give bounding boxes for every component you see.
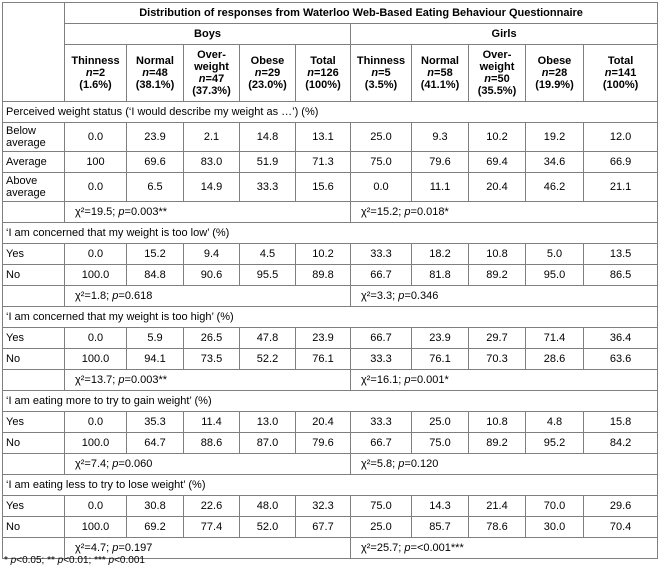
table-cell: 83.0: [184, 152, 240, 173]
stat-spacer: [3, 202, 65, 223]
table-cell: 10.8: [469, 244, 526, 265]
table-cell: 94.1: [127, 349, 184, 370]
column-n: =58: [434, 67, 453, 79]
column-name: Over-: [482, 49, 512, 61]
table-cell: 0.0: [65, 123, 127, 152]
table-cell: 33.3: [351, 412, 412, 433]
row-label: No: [3, 265, 65, 286]
column-pct: (100%): [305, 79, 341, 91]
column-header-6: Normal n=58 (41.1%): [412, 45, 469, 102]
table-cell: 46.2: [526, 173, 584, 202]
table-cell: 100.0: [65, 517, 127, 538]
table-cell: 71.4: [526, 328, 584, 349]
table-cell: 70.4: [584, 517, 658, 538]
column-name: Total: [310, 55, 336, 67]
column-pct: (1.6%): [79, 79, 112, 91]
table-cell: 13.5: [584, 244, 658, 265]
table-cell: 71.3: [296, 152, 351, 173]
column-name: Over-: [197, 49, 226, 61]
table-cell: 26.5: [184, 328, 240, 349]
chi-square-stat: χ²=5.8; p=0.120: [351, 454, 658, 475]
column-header-8: Obese n=28 (19.9%): [526, 45, 584, 102]
column-pct: (35.5%): [477, 85, 517, 97]
table-cell: 0.0: [65, 173, 127, 202]
stat-spacer: [3, 286, 65, 307]
column-name: Obese: [537, 55, 572, 67]
chi-square-stat: χ²=3.3; p=0.346: [351, 286, 658, 307]
table-title: Distribution of responses from Waterloo Web-Based Eating Behaviour Questionnaire: [65, 3, 658, 24]
response-distribution-table: [2, 2, 658, 559]
table-cell: 95.2: [526, 433, 584, 454]
column-n: =2: [92, 67, 106, 79]
row-label: Yes: [3, 412, 65, 433]
table-cell: 75.0: [412, 433, 469, 454]
column-pct: (100%): [602, 79, 639, 91]
table-cell: 89.8: [296, 265, 351, 286]
column-header-1: Normal n=48 (38.1%): [127, 45, 184, 102]
chi-square-stat: χ²=19.5; p=0.003**: [65, 202, 351, 223]
stat-spacer: [3, 454, 65, 475]
table-row: [3, 496, 658, 517]
column-name: weight: [194, 61, 229, 73]
table-cell: 13.0: [240, 412, 296, 433]
section-title: ‘I am concerned that my weight is too high’ (%): [3, 307, 658, 328]
group-header-girls: Girls: [351, 24, 658, 45]
table-cell: 73.5: [184, 349, 240, 370]
table-cell: 13.1: [296, 123, 351, 152]
table-cell: 2.1: [184, 123, 240, 152]
table-cell: 18.2: [412, 244, 469, 265]
row-label: No: [3, 433, 65, 454]
table-cell: 66.9: [584, 152, 658, 173]
table-cell: 9.4: [184, 244, 240, 265]
table-cell: 33.3: [240, 173, 296, 202]
row-label: Below average: [3, 123, 65, 152]
table-cell: 86.5: [584, 265, 658, 286]
table-cell: 5.0: [526, 244, 584, 265]
table-cell: 88.6: [184, 433, 240, 454]
table-cell: 20.4: [296, 412, 351, 433]
row-label: Yes: [3, 496, 65, 517]
column-pct: (37.3%): [192, 85, 231, 97]
column-name: Thinness: [356, 55, 406, 67]
table-cell: 4.8: [526, 412, 584, 433]
column-header-7: Over- weight n=50 (35.5%): [469, 45, 526, 102]
table-cell: 52.2: [240, 349, 296, 370]
table-cell: 0.0: [65, 244, 127, 265]
table-cell: 19.2: [526, 123, 584, 152]
table-cell: 63.6: [584, 349, 658, 370]
table-cell: 23.9: [412, 328, 469, 349]
table-cell: 20.4: [469, 173, 526, 202]
chi-square-stat: χ²=16.1; p=0.001*: [351, 370, 658, 391]
column-n: =141: [611, 67, 637, 79]
table-cell: 25.0: [351, 123, 412, 152]
column-name: Normal: [421, 55, 459, 67]
table-row: [3, 328, 658, 349]
table-cell: 47.8: [240, 328, 296, 349]
table-cell: 23.9: [127, 123, 184, 152]
table-cell: 0.0: [65, 328, 127, 349]
table-row: [3, 517, 658, 538]
table-cell: 79.6: [296, 433, 351, 454]
corner-cell: [3, 3, 65, 102]
table-cell: 21.4: [469, 496, 526, 517]
table-cell: 33.3: [351, 244, 412, 265]
column-pct: (41.1%): [420, 79, 460, 91]
table-cell: 15.8: [584, 412, 658, 433]
table-cell: 87.0: [240, 433, 296, 454]
table-row: [3, 412, 658, 433]
table-cell: 79.6: [412, 152, 469, 173]
table-cell: 51.9: [240, 152, 296, 173]
chi-square-stat: χ²=15.2; p=0.018*: [351, 202, 658, 223]
table-cell: 14.3: [412, 496, 469, 517]
column-header-0: Thinness n=2 (1.6%): [65, 45, 127, 102]
chi-square-stat: χ²=1.8; p=0.618: [65, 286, 351, 307]
column-header-5: Thinness n=5 (3.5%): [351, 45, 412, 102]
column-n: =5: [378, 67, 391, 79]
table-cell: 89.2: [469, 433, 526, 454]
table-cell: 95.5: [240, 265, 296, 286]
table-cell: 100: [65, 152, 127, 173]
table-row: [3, 123, 658, 152]
table-cell: 21.1: [584, 173, 658, 202]
table-cell: 0.0: [65, 412, 127, 433]
table-cell: 14.8: [240, 123, 296, 152]
column-n: =29: [261, 67, 281, 79]
table-cell: 34.6: [526, 152, 584, 173]
table-cell: 35.3: [127, 412, 184, 433]
table-cell: 29.7: [469, 328, 526, 349]
table-cell: 76.1: [412, 349, 469, 370]
table-cell: 95.0: [526, 265, 584, 286]
column-header-row: [3, 45, 658, 102]
stat-spacer: [3, 370, 65, 391]
column-pct: (19.9%): [535, 79, 574, 91]
table-cell: 10.2: [296, 244, 351, 265]
table-cell: 6.5: [127, 173, 184, 202]
table-cell: 69.6: [127, 152, 184, 173]
table-row: [3, 173, 658, 202]
table-cell: 66.7: [351, 328, 412, 349]
group-header-boys: Boys: [65, 24, 351, 45]
table-cell: 5.9: [127, 328, 184, 349]
column-n: =28: [548, 67, 568, 79]
row-label: Yes: [3, 328, 65, 349]
table-cell: 77.4: [184, 517, 240, 538]
table-cell: 15.6: [296, 173, 351, 202]
table-cell: 76.1: [296, 349, 351, 370]
column-name: Thinness: [71, 55, 120, 67]
table-cell: 9.3: [412, 123, 469, 152]
table-cell: 4.5: [240, 244, 296, 265]
row-label: Average: [3, 152, 65, 173]
table-cell: 84.8: [127, 265, 184, 286]
footnote: * p<0.05; ** p<0.01; *** p<0.001: [4, 555, 145, 566]
table-cell: 11.1: [412, 173, 469, 202]
table-cell: 100.0: [65, 349, 127, 370]
column-n: =48: [149, 67, 168, 79]
column-header-4: Total n=126 (100%): [296, 45, 351, 102]
table-cell: 78.6: [469, 517, 526, 538]
table-cell: 66.7: [351, 433, 412, 454]
table-cell: 15.2: [127, 244, 184, 265]
table-cell: 70.0: [526, 496, 584, 517]
table-cell: 69.4: [469, 152, 526, 173]
table-cell: 30.0: [526, 517, 584, 538]
table-cell: 25.0: [412, 412, 469, 433]
chi-square-stat: χ²=7.4; p=0.060: [65, 454, 351, 475]
table-cell: 100.0: [65, 265, 127, 286]
table-cell: 23.9: [296, 328, 351, 349]
table-cell: 11.4: [184, 412, 240, 433]
table-row: [3, 349, 658, 370]
table-cell: 28.6: [526, 349, 584, 370]
table-cell: 0.0: [351, 173, 412, 202]
table-cell: 12.0: [584, 123, 658, 152]
column-name: weight: [479, 61, 515, 73]
column-n: =47: [205, 73, 225, 85]
table-cell: 33.3: [351, 349, 412, 370]
table-row: [3, 265, 658, 286]
table-cell: 70.3: [469, 349, 526, 370]
table-cell: 30.8: [127, 496, 184, 517]
column-header-2: Over- weight n=47 (37.3%): [184, 45, 240, 102]
table-cell: 14.9: [184, 173, 240, 202]
column-n: =50: [491, 73, 510, 85]
chi-square-stat: χ²=4.7; p=0.197: [65, 538, 351, 559]
table-cell: 67.7: [296, 517, 351, 538]
row-label: Yes: [3, 244, 65, 265]
table-cell: 10.2: [469, 123, 526, 152]
column-name: Total: [607, 55, 634, 67]
table-cell: 66.7: [351, 265, 412, 286]
table-cell: 25.0: [351, 517, 412, 538]
column-name: Obese: [250, 55, 285, 67]
column-n: =126: [313, 67, 339, 79]
row-label: No: [3, 349, 65, 370]
section-title: ‘I am eating less to try to lose weight’ (%): [3, 475, 658, 496]
table-cell: 100.0: [65, 433, 127, 454]
chi-square-stat: χ²=25.7; p=<0.001***: [351, 538, 658, 559]
row-label: Above average: [3, 173, 65, 202]
table-cell: 52.0: [240, 517, 296, 538]
table-cell: 64.7: [127, 433, 184, 454]
table-cell: 85.7: [412, 517, 469, 538]
section-title: ‘I am concerned that my weight is too low’ (%): [3, 223, 658, 244]
table-cell: 75.0: [351, 152, 412, 173]
table-cell: 84.2: [584, 433, 658, 454]
section-title: ‘I am eating more to try to gain weight’ (%): [3, 391, 658, 412]
table-cell: 90.6: [184, 265, 240, 286]
section-title: Perceived weight status (‘I would describe my weight as …’) (%): [3, 102, 658, 123]
column-pct: (3.5%): [364, 79, 398, 91]
chi-square-stat: χ²=13.7; p=0.003**: [65, 370, 351, 391]
table-cell: 69.2: [127, 517, 184, 538]
table-row: [3, 152, 658, 173]
column-header-3: Obese n=29 (23.0%): [240, 45, 296, 102]
column-pct: (23.0%): [248, 79, 287, 91]
table-cell: 10.8: [469, 412, 526, 433]
table-cell: 0.0: [65, 496, 127, 517]
table-cell: 36.4: [584, 328, 658, 349]
row-label: No: [3, 517, 65, 538]
table-row: [3, 244, 658, 265]
column-pct: (38.1%): [135, 79, 175, 91]
table-row: [3, 433, 658, 454]
table-cell: 48.0: [240, 496, 296, 517]
table-cell: 81.8: [412, 265, 469, 286]
table-cell: 75.0: [351, 496, 412, 517]
column-header-9: Total n=141 (100%): [584, 45, 658, 102]
table-cell: 32.3: [296, 496, 351, 517]
table-cell: 29.6: [584, 496, 658, 517]
table-cell: 22.6: [184, 496, 240, 517]
table-cell: 89.2: [469, 265, 526, 286]
column-name: Normal: [136, 55, 174, 67]
